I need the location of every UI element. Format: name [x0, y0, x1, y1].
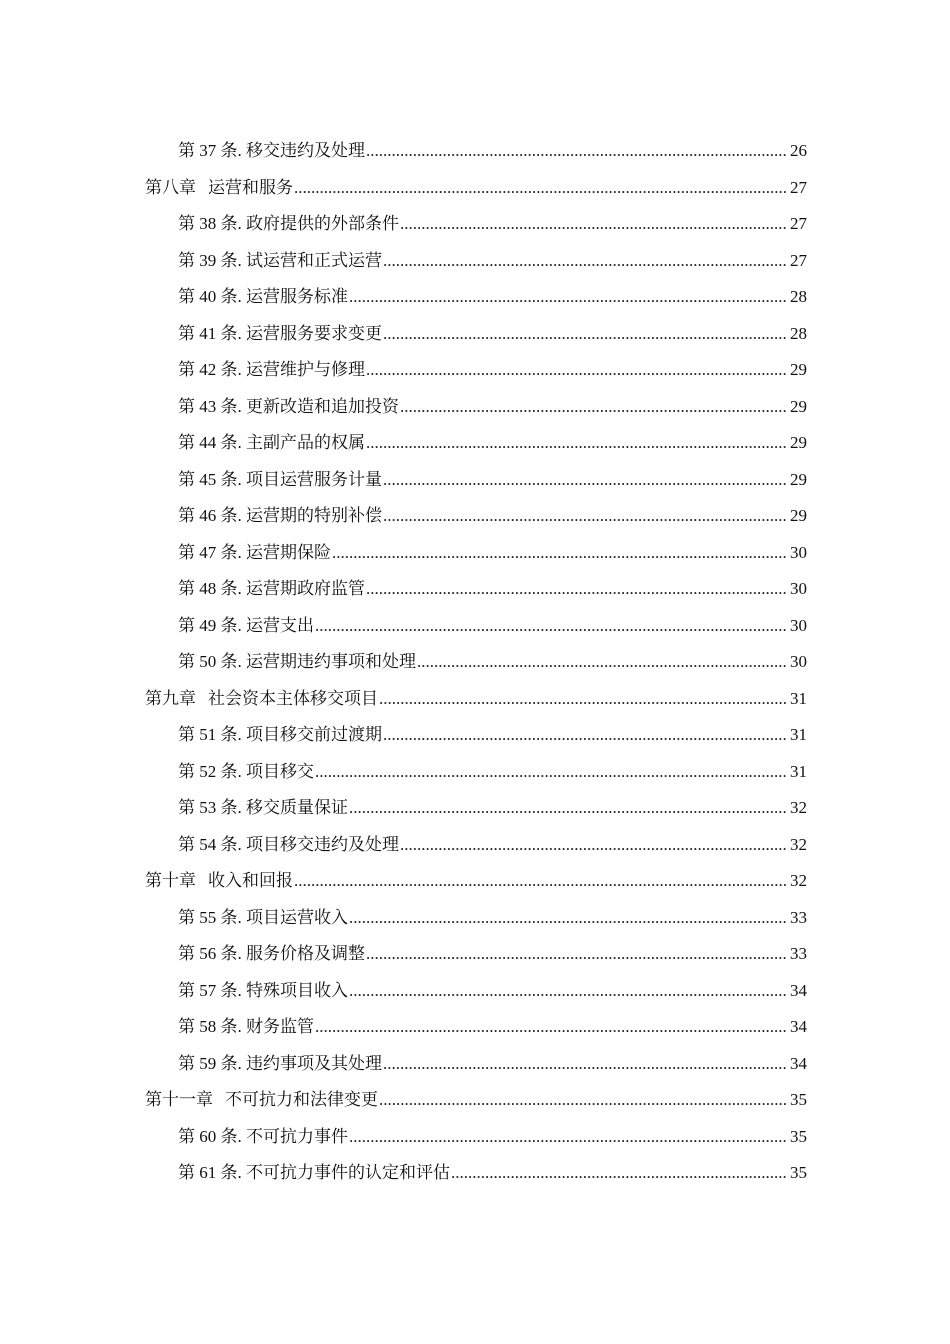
toc-article-entry[interactable]: [145, 831, 807, 868]
toc-entry-label: 第 58 条. 财务监管: [178, 1017, 314, 1036]
toc-entry-label: 第 47 条. 运营期保险: [178, 542, 331, 562]
toc-entry-label: 第 44 条. 主副产品的权属: [178, 433, 365, 452]
dot-leader: [383, 502, 786, 530]
dot-leader: [451, 1159, 786, 1187]
toc-entry-label: 第 57 条. 特殊项目收入: [178, 980, 348, 1000]
chapter-number: 第十一章: [145, 1090, 213, 1109]
toc-entry-label: 第 61 条. 不可抗力事件的认定和评估: [178, 1163, 450, 1182]
toc-page-number: 32: [790, 834, 807, 854]
toc-article-entry[interactable]: [145, 1159, 807, 1196]
chapter-title: 运营和服务: [208, 177, 293, 197]
toc-entry-label: 第 49 条. 运营支出: [178, 615, 314, 635]
toc-chapter-entry[interactable]: [145, 174, 807, 211]
toc-article-entry[interactable]: [145, 283, 807, 320]
toc-page-number: 27: [790, 214, 807, 233]
dot-leader: [349, 977, 786, 1005]
toc-entry-label: 第 38 条. 政府提供的外部条件: [178, 214, 399, 233]
toc-entry-label: 第 39 条. 试运营和正式运营: [178, 250, 382, 270]
dot-leader: [294, 867, 786, 895]
dot-leader: [332, 539, 786, 567]
toc-article-entry[interactable]: [145, 977, 807, 1014]
dot-leader: [349, 794, 786, 822]
toc-article-entry[interactable]: [145, 940, 807, 977]
toc-article-entry[interactable]: [145, 320, 807, 357]
toc-entry-label: 第 45 条. 项目运营服务计量: [178, 469, 382, 489]
toc-article-entry[interactable]: [145, 904, 807, 941]
toc-article-entry[interactable]: [145, 393, 807, 430]
toc-page-number: 27: [790, 177, 807, 197]
dot-leader: [379, 685, 786, 713]
chapter-number: 第九章: [145, 688, 196, 708]
toc-article-entry[interactable]: [145, 612, 807, 649]
dot-leader: [379, 1086, 786, 1114]
toc-article-entry[interactable]: [145, 1013, 807, 1050]
toc-article-entry[interactable]: [145, 575, 807, 612]
toc-article-entry[interactable]: [145, 210, 807, 247]
toc-entry-label: 第 50 条. 运营期违约事项和处理: [178, 652, 416, 671]
toc-chapter-entry[interactable]: [145, 1086, 807, 1123]
dot-leader: [383, 320, 786, 348]
toc-page-number: 35: [790, 1163, 807, 1182]
toc-entry-label: 第 43 条. 更新改造和追加投资: [178, 396, 399, 416]
dot-leader: [349, 283, 786, 311]
toc-chapter-entry[interactable]: [145, 867, 807, 904]
dot-leader: [349, 1123, 786, 1151]
toc-page-number: 34: [790, 1017, 807, 1036]
toc-page-number: 29: [790, 506, 807, 525]
dot-leader: [383, 1050, 786, 1078]
toc-entry-label: 第 42 条. 运营维护与修理: [178, 360, 365, 379]
toc-article-entry[interactable]: [145, 466, 807, 503]
dot-leader: [383, 466, 786, 494]
toc-page-number: 35: [790, 1090, 807, 1109]
dot-leader: [400, 831, 786, 859]
toc-article-entry[interactable]: [145, 794, 807, 831]
chapter-title: 收入和回报: [208, 871, 293, 890]
toc-page-number: 29: [790, 360, 807, 379]
chapter-number: 第十章: [145, 871, 196, 890]
dot-leader: [417, 648, 786, 676]
dot-leader: [366, 356, 786, 384]
toc-page-number: 35: [790, 1126, 807, 1146]
dot-leader: [315, 758, 786, 786]
dot-leader: [366, 137, 786, 165]
toc-article-entry[interactable]: [145, 539, 807, 576]
toc-article-entry[interactable]: [145, 721, 807, 758]
dot-leader: [400, 393, 786, 421]
toc-page-number: 31: [790, 688, 807, 708]
toc-entry-label: 第 60 条. 不可抗力事件: [178, 1126, 348, 1146]
toc-page-number: 30: [790, 652, 807, 671]
chapter-title: 不可抗力和法律变更: [225, 1090, 378, 1109]
chapter-number: 第八章: [145, 177, 196, 197]
toc-page-number: 32: [790, 871, 807, 890]
toc-page-number: 26: [790, 141, 807, 160]
toc-page-number: 34: [790, 1053, 807, 1073]
dot-leader: [366, 940, 786, 968]
toc-page-number: 27: [790, 250, 807, 270]
toc-chapter-entry[interactable]: [145, 685, 807, 722]
toc-page-number: 33: [790, 907, 807, 927]
toc-article-entry[interactable]: [145, 648, 807, 685]
toc-page-number: 30: [790, 542, 807, 562]
dot-leader: [294, 174, 786, 202]
toc-entry-label: 第 37 条. 移交违约及处理: [178, 141, 365, 160]
dot-leader: [383, 721, 786, 749]
toc-entry-label: 第 52 条. 项目移交: [178, 761, 314, 781]
toc-entry-label: [145, 685, 378, 713]
toc-entry-label: [145, 867, 293, 895]
toc-entry-label: [145, 1086, 378, 1114]
toc-entry-label: 第 51 条. 项目移交前过渡期: [178, 725, 382, 744]
toc-page-number: 31: [790, 725, 807, 744]
toc-page-number: 28: [790, 287, 807, 306]
toc-entry-label: [145, 174, 293, 202]
toc-entry-label: 第 48 条. 运营期政府监管: [178, 579, 365, 598]
dot-leader: [400, 210, 786, 238]
dot-leader: [315, 612, 786, 640]
dot-leader: [366, 575, 786, 603]
toc-page-number: 34: [790, 980, 807, 1000]
toc-article-entry[interactable]: [145, 137, 807, 174]
toc-entry-label: 第 40 条. 运营服务标准: [178, 287, 348, 306]
toc-article-entry[interactable]: [145, 429, 807, 466]
toc-entry-label: 第 54 条. 项目移交违约及处理: [178, 834, 399, 854]
toc-entry-label: 第 55 条. 项目运营收入: [178, 907, 348, 927]
toc-article-entry[interactable]: [145, 758, 807, 795]
dot-leader: [349, 904, 786, 932]
toc-page-number: 29: [790, 469, 807, 489]
toc-entry-label: 第 46 条. 运营期的特别补偿: [178, 506, 382, 525]
dot-leader: [366, 429, 786, 457]
dot-leader: [383, 247, 786, 275]
chapter-title: 社会资本主体移交项目: [208, 688, 378, 708]
toc-entry-label: 第 59 条. 违约事项及其处理: [178, 1053, 382, 1073]
dot-leader: [315, 1013, 786, 1041]
toc-entry-label: 第 41 条. 运营服务要求变更: [178, 323, 382, 343]
toc-page-number: 30: [790, 579, 807, 598]
toc-article-entry[interactable]: [145, 356, 807, 393]
toc-entry-label: 第 53 条. 移交质量保证: [178, 798, 348, 817]
toc-article-entry[interactable]: [145, 247, 807, 284]
toc-article-entry[interactable]: [145, 1050, 807, 1087]
toc-page-number: 28: [790, 323, 807, 343]
toc-page-number: 33: [790, 944, 807, 963]
toc-page-number: 32: [790, 798, 807, 817]
toc-page-number: 30: [790, 615, 807, 635]
toc-page-number: 31: [790, 761, 807, 781]
table-of-contents: [145, 137, 807, 1196]
toc-article-entry[interactable]: [145, 502, 807, 539]
toc-page-number: 29: [790, 433, 807, 452]
toc-page-number: 29: [790, 396, 807, 416]
toc-article-entry[interactable]: [145, 1123, 807, 1160]
toc-entry-label: 第 56 条. 服务价格及调整: [178, 944, 365, 963]
